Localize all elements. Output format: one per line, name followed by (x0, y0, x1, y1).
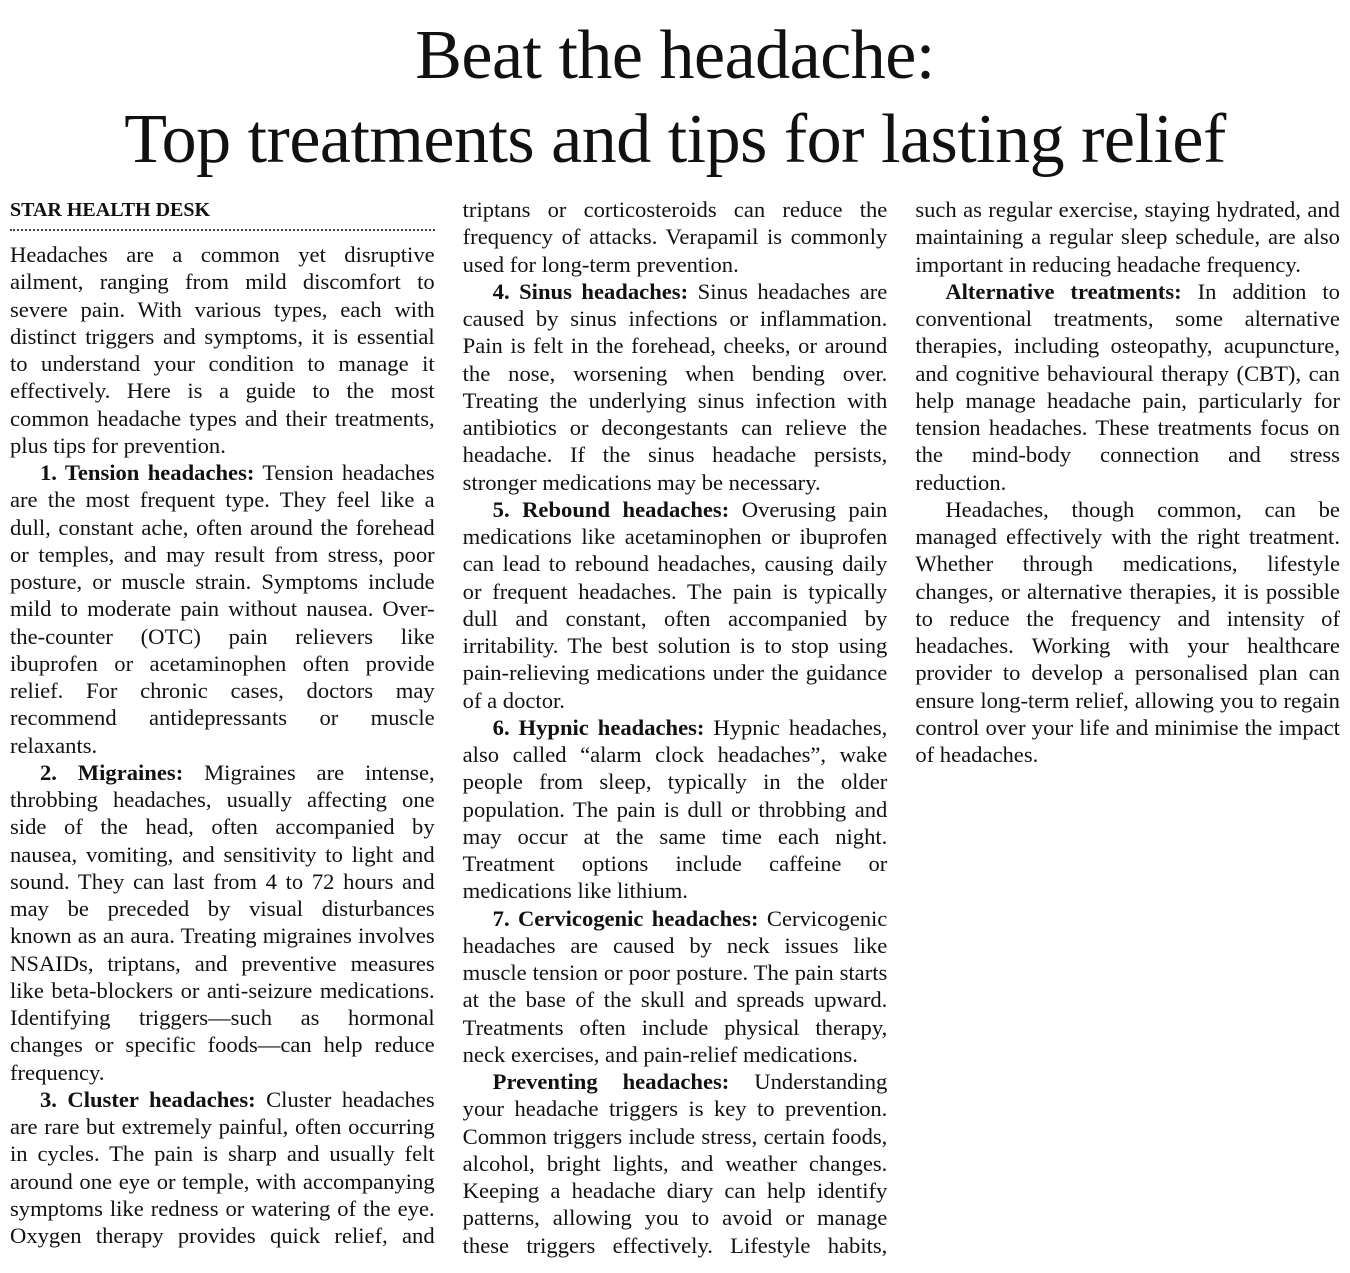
section-cervicogenic-headaches (463, 905, 888, 1069)
section-body: Understanding your headache triggers is key to prevention. Common triggers include stress, certain foods, alcohol, bright lights, and weather changes. Keeping a headache diary can help identify patterns, allowing you to avoid or manage these triggers effectively. Lifestyle habits, such as regular exercise, staying hydrated, and maintaining a regular sleep schedule, are also important in reducing headache frequency. (462, 197, 1340, 1258)
section-heading: 7. Cervicogenic headaches: (492, 905, 759, 931)
section-body: Cluster headaches are rare but extremely painful, often occurring in cycles. The pain is sharp and usually felt around one eye or temple, with accompanying symptoms like redness or watering of the eye. Oxygen therapy provides quick relief, and triptans or corticosteroids can reduce the frequency of attacks. Verapamil is commonly used for long-term prevention. (10, 197, 888, 1248)
section-rebound-headaches (463, 496, 888, 714)
intro-paragraph: Headaches are a common yet disruptive ailment, ranging from mild discomfort to severe pain. With various types, each with distinct triggers and symptoms, it is essential to understand your condition to manage it effectively. Here is a guide to the most common headache types and their treatments, plus tips for prevention. (10, 242, 435, 458)
section-heading: 2. Migraines: (40, 759, 184, 785)
section-heading: 4. Sinus headaches: (492, 278, 689, 304)
section-heading: 5. Rebound headaches: (492, 496, 730, 522)
headline (0, 14, 1350, 182)
section-heading: 3. Cluster headaches: (40, 1086, 256, 1112)
byline-divider (10, 229, 435, 231)
section-alternative-treatments (915, 278, 1340, 496)
section-body: Migraines are intense, throbbing headaches, usually affecting one side of the head, often accompanied by nausea, vomiting, and sensitivity to light and sound. They can last from 4 to 72 hours and may be preceded by visual disturbances known as an aura. Treating migraines involves NSAIDs, triptans, and preventive measures like beta-blockers or anti-seizure medications. Identifying triggers—such as hormonal changes or specific foods—can help reduce frequency. (10, 759, 435, 1085)
section-body: Overusing pain medications like acetaminophen or ibuprofen can lead to rebound headaches, causing daily or frequent headaches. The pain is typically dull and constant, often accompanied by irritability. The best solution is to stop using pain-relieving medications under the guidance of a doctor. (462, 496, 888, 713)
headline-line-2: Top treatments and tips for lasting relief (124, 101, 1226, 178)
headline-line-1: Beat the headache: (415, 17, 935, 94)
section-heading: 6. Hypnic headaches: (492, 714, 705, 740)
section-body: Sinus headaches are caused by sinus infections or inflammation. Pain is felt in the forehead, cheeks, or around the nose, worsening when bending over. Treating the underlying sinus infection with antibiotics or decongestants can relieve the headache. If the sinus headache persists, stronger medications may be necessary. (462, 278, 888, 495)
byline: STAR HEALTH DESK (10, 199, 211, 221)
section-heading: 1. Tension headaches: (40, 460, 255, 485)
section-heading: Alternative treatments: (945, 278, 1182, 304)
section-sinus-headaches (463, 278, 888, 496)
conclusion-paragraph: Headaches, though common, can be managed effectively with the right treatment. Whether through medications, lifestyle changes, or alternative therapies, it is possible to reduce the frequency and intensity of headaches. Working with your healthcare provider to develop a personalised plan can ensure long-term relief, allowing you to regain control over your life and minimise the impact of headaches. (915, 496, 1340, 767)
section-heading: Preventing headaches: (492, 1069, 730, 1094)
section-body: Tension headaches are the most frequent type. They feel like a dull, constant ache, often around the forehead or temples, and may result from stress, poor posture, or muscle strain. Symptoms include mild to moderate pain without nausea. Over-the-counter (OTC) pain relievers like ibuprofen or acetaminophen often provide relief. For chronic cases, doctors may recommend antidepressants or muscle relaxants. (10, 460, 435, 758)
section-hypnic-headaches (463, 714, 888, 905)
section-body: Cervicogenic headaches are caused by neck issues like muscle tension or poor posture. The pain starts at the base of the skull and spreads upward. Treatments often include physical therapy, neck exercises, and pain-relief medications. (462, 905, 888, 1067)
section-tension-headaches (10, 459, 435, 759)
article-body (10, 196, 1340, 1266)
section-migraines (10, 759, 435, 1086)
section-body: In addition to conventional treatments, some alternative therapies, including osteopathy, acupuncture, and cognitive behavioural therapy (CBT), can help manage headache pain, particularly for tension headaches. These treatments focus on the mind-body connection and stress reduction. (915, 278, 1340, 495)
section-body: Hypnic headaches, also called “alarm clock headaches”, wake people from sleep, typically in the older population. The pain is dull or throbbing and may occur at the same time each night. Treatment options include caffeine or medications like lithium. (462, 714, 888, 904)
